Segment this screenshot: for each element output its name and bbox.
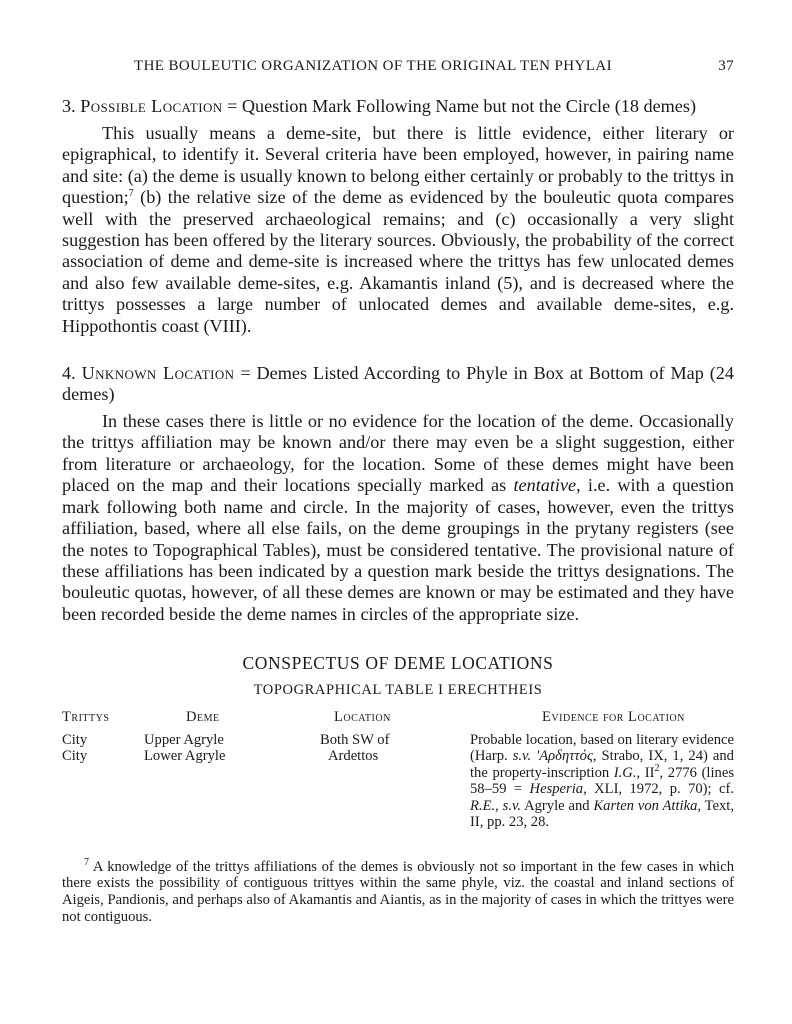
table-title: TOPOGRAPHICAL TABLE I ERECHTHEIS [253, 682, 543, 699]
section-4-label: Unknown Location [81, 363, 235, 384]
header-trittys: Trittys [62, 709, 110, 726]
header-location: Location [334, 709, 391, 726]
section-3-text-a: This usually means a deme-site, but there is little evidence, either literary or epigraphical, to identify it. Several criteria have been employed, however, in pairing name and site: (a) the deme is usually known to belong either certainly or probably to the trittys in question; [62, 123, 734, 208]
header-deme: Deme [186, 709, 220, 726]
footnote-text: A knowledge of the trittys affiliations of the demes is obviously not so important in the few cases in which there exists the possibility of contiguous trittyes within the same phyle, viz. the coastal and inland sections of Aigeis, Pandionis, and perhaps also of Akamantis and Aiantis, as in the majority of cases in which the trittyes were not contiguous. [62, 858, 734, 926]
running-head-title: THE BOULEUTIC ORGANIZATION OF THE ORIGINAL TEN PHYLAI [134, 58, 612, 74]
header-evidence: Evidence for Location [542, 709, 685, 726]
footnote-mark: 7 [84, 856, 89, 868]
evidence-cell: Probable location, based on literary evidence (Harp. s.v. 'Αρδηττός, Strabo, IX, 1, 24) and the property-inscription I.G., $II^2$, 2776 (lines 58–59 = Hesperia, XLI, 1972, p. 70); cf. R.E., s.v. Agryle and Karten von Attika, Text, II, pp. 23, 28. [470, 731, 734, 831]
section-3-label: Possible Location [80, 96, 223, 116]
deme-cell: Upper Agryle [144, 731, 224, 748]
page [62, 58, 734, 926]
section-3-heading-rest: = Question Mark Following Name but not the Circle (18 demes) [222, 96, 696, 116]
section-4-heading [62, 363, 734, 405]
running-head [62, 58, 734, 84]
section-4-text-b: , i.e. with a question mark following both name and circle. In the majority of cases, however, even the trittys affiliation, based, where all else fails, on the deme groupings in the prytany registers (see the notes to Topographical Tables), must be considered tentative. The provisional nature of these affiliations has been indicated by a question mark beside the trittys designations. The bouleutic quotas, however, of all these demes are known or may be estimated and they have been recorded beside the deme names in circles of the appropriate size. [62, 475, 734, 624]
footnote [62, 856, 734, 926]
section-4-number: 4. [62, 363, 76, 384]
section-3-number: 3. [62, 96, 76, 116]
table-header-row [62, 709, 734, 732]
location-cell: Both SW of [320, 731, 390, 748]
table-row [62, 732, 734, 831]
trittys-cell: City [62, 748, 88, 765]
section-3-heading [62, 96, 734, 117]
section-3-text-b: (b) the relative size of the deme as evidenced by the bouleutic quota compares well with the preserved archaeological remains; and (c) occasionally a very slight suggestion has been offered by the literary sources. Obviously, the probability of the correct association of deme and deme-site is increased where the trittys has few unlocated demes and also few available deme-sites, e.g. Akamantis inland (5), and is decreased where the trittys possesses a large number of unlocated demes and available deme-sites, e.g. Hippothontis coast (VIII). [62, 187, 734, 336]
section-4-paragraph [62, 411, 734, 625]
footnote-ref: 7 [128, 188, 134, 200]
page-number: 37 [718, 58, 734, 74]
section-4-italic: tentative [513, 475, 577, 496]
location-cell: Ardettos [328, 748, 379, 765]
section-4-heading-rest: = Demes Listed According to Phyle in Box at Bottom of Map (24 demes) [62, 363, 734, 405]
trittys-cell: City [62, 731, 88, 748]
conspectus-title: CONSPECTUS OF DEME LOCATIONS [242, 653, 554, 674]
section-3-paragraph [62, 123, 734, 337]
section-4-text-a: In these cases there is little or no evidence for the location of the deme. Occasionally the trittys affiliation may be known and/or there may even be a slight suggestion, either from literature or archaeology, for the location. Some of these demes might have been placed on the map and their locations specially marked as [62, 411, 734, 496]
deme-location-table [62, 709, 734, 831]
deme-cell: Lower Agryle [144, 748, 226, 765]
